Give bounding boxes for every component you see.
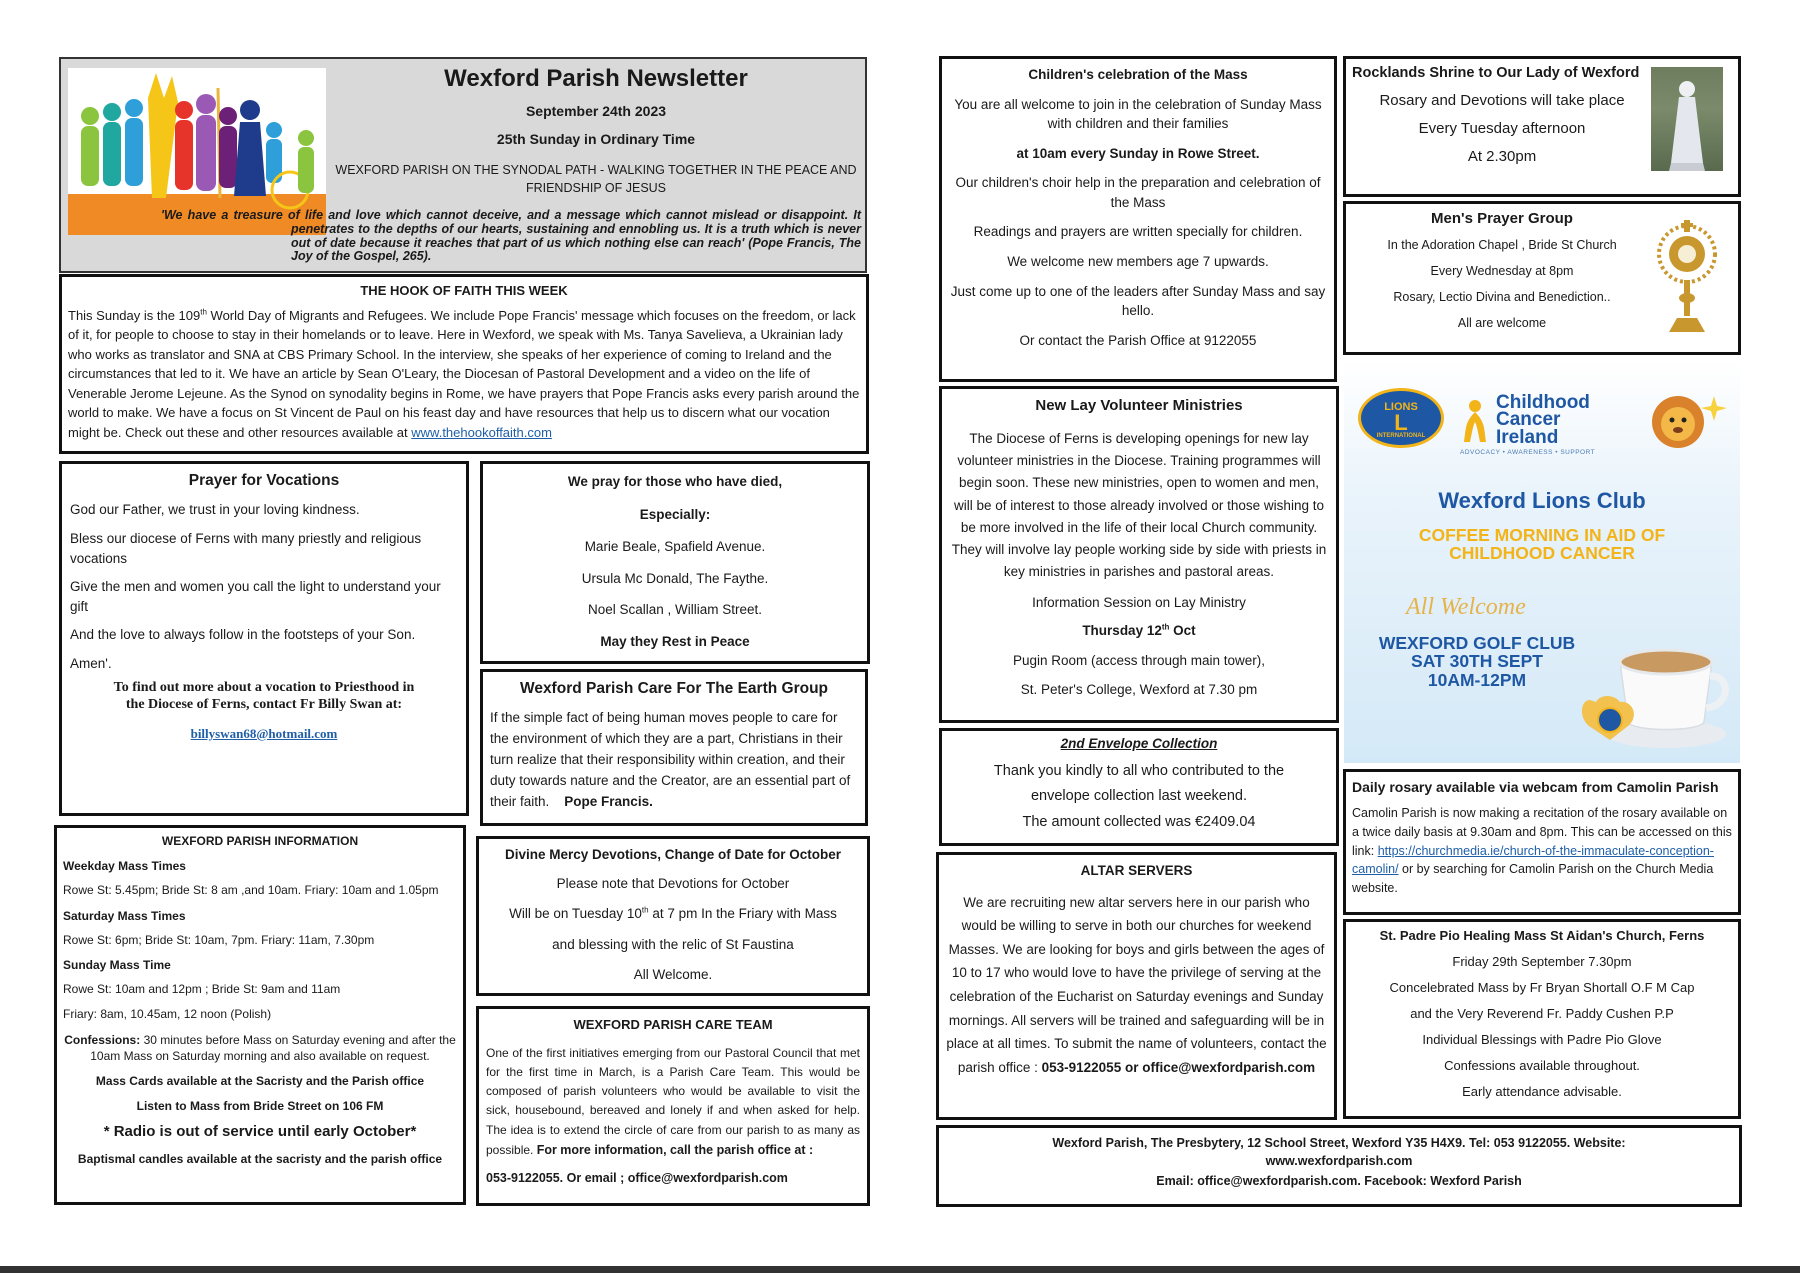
padre-pio-line: Individual Blessings with Padre Pio Glove xyxy=(1422,1032,1662,1047)
childrens-line: at 10am every Sunday in Rowe Street. xyxy=(1016,145,1260,161)
synodal-banner: WEXFORD PARISH ON THE SYNODAL PATH - WALKING TOGETHER IN THE PEACE AND FRIENDSHIP OF JESUS xyxy=(335,163,857,195)
vocation-line: And the love to always follow in the footsteps of your Son. xyxy=(70,627,416,643)
rocklands-line: Rosary and Devotions will take place xyxy=(1379,92,1625,109)
deceased-title: We pray for those who have died, xyxy=(567,474,783,489)
parish-info-box xyxy=(54,825,466,1205)
listen-radio: Listen to Mass from Bride Street on 106 FM xyxy=(136,1099,384,1114)
rocklands-line: Every Tuesday afternoon xyxy=(1418,120,1586,137)
parish-info-title: WEXFORD PARISH INFORMATION xyxy=(161,834,359,848)
sunday-label: Sunday Mass Time xyxy=(63,957,171,972)
childrens-line: We welcome new members age 7 upwards. xyxy=(1007,253,1269,269)
newsletter-title: Wexford Parish Newsletter xyxy=(444,65,748,92)
lay-session: Information Session on Lay Ministry xyxy=(1032,594,1246,610)
care-earth-title: Wexford Parish Care For The Earth Group xyxy=(519,680,829,697)
pope-quote: 'We have a treasure of life and love which cannot deceive, and a message which cannot mislead or disappoint. It penetrates to the depths of our hearts, sustaining and ennobling us. It is a truth which is never out of date because it reaches that part of us which nothing else can reach' (Pope Francis, The Joy of the Gospel, 265). xyxy=(161,208,861,264)
altar-servers-box xyxy=(936,852,1337,1120)
liturgical-sunday: 25th Sunday in Ordinary Time xyxy=(496,131,696,147)
mercy-line: Will be on Tuesday 10th at 7 pm In the Friary with Mass xyxy=(509,905,837,922)
hook-title: THE HOOK OF FAITH THIS WEEK xyxy=(360,283,568,298)
childrens-line: Or contact the Parish Office at 9122055 xyxy=(1019,332,1257,348)
shrine-statue-image xyxy=(1651,67,1723,171)
venue-details: WEXFORD GOLF CLUB SAT 30TH SEPT 10AM-12PM xyxy=(1378,633,1576,690)
mass-cards: Mass Cards available at the Sacristy and the Parish office xyxy=(95,1073,425,1088)
newsletter-header xyxy=(59,57,867,273)
hook-of-faith-box xyxy=(59,274,869,454)
mercy-line: and blessing with the relic of St Faustina xyxy=(552,936,794,952)
lions-club-name: Wexford Lions Club xyxy=(1438,488,1646,513)
page-bottom-edge xyxy=(0,1266,1800,1273)
lay-ministries-box xyxy=(939,386,1339,723)
padre-pio-line: Concelebrated Mass by Fr Bryan Shortall O.F M Cap xyxy=(1389,980,1695,995)
lay-date: Thursday 12th Oct xyxy=(1082,622,1196,639)
confessions: Confessions: 30 minutes before Mass on Saturday evening and after the 10am Mass on Saturday morning and also available on request. xyxy=(64,1032,456,1063)
sunday-times: Rowe St: 10am and 12pm ; Bride St: 9am and 11am xyxy=(63,982,341,997)
mercy-line: Please note that Devotions for October xyxy=(556,875,790,891)
mens-line: Every Wednesday at 8pm xyxy=(1430,264,1574,278)
baptismal-candles: Baptismal candles available at the sacristy and the parish office xyxy=(77,1151,443,1166)
altar-servers-text: We are recruiting new altar servers here in our parish who would be willing to serve in both our churches for weekend Masses. We are looking for boys and girls between the ages of 10 to 17 who would love to have the privilege of serving at the celebration of the Eucharist on Saturday evenings and Sunday mornings. All servers will be trained and safeguarding will be in place at all times. To submit the name of volunteers, contact the parish office : 053-9122055 or office@wexfordparish.com xyxy=(946,894,1327,1075)
saturday-label: Saturday Mass Times xyxy=(63,908,186,923)
mens-line: In the Adoration Chapel , Bride St Church xyxy=(1387,238,1617,252)
footer-contact: Email: office@wexfordparish.com. Facebook: Wexford Parish xyxy=(1156,1174,1522,1188)
care-team-contact: 053-9122055. Or email ; office@wexfordparish.com xyxy=(486,1170,788,1185)
envelope-amount: The amount collected was €2409.04 xyxy=(1022,813,1256,830)
vocation-line: Bless our diocese of Ferns with many priestly and religious vocations xyxy=(70,531,422,566)
daily-rosary-box xyxy=(1343,769,1741,915)
vocation-line: Amen'. xyxy=(70,655,112,671)
deceased-subtitle: Especially: xyxy=(639,506,711,522)
childrens-line: Our children's choir help in the preparation and celebration of the Mass xyxy=(955,175,1321,210)
childrens-line: Just come up to one of the leaders after Sunday Mass and say hello. xyxy=(950,283,1326,319)
envelope-box xyxy=(939,728,1339,846)
divine-mercy-title: Divine Mercy Devotions, Change of Date for October xyxy=(504,847,842,862)
envelope-thanks: Thank you kindly to all who contributed to the envelope collection last weekend. xyxy=(993,763,1285,805)
friary-times: Friary: 8am, 10.45am, 12 noon (Polish) xyxy=(63,1007,272,1022)
deceased-box xyxy=(480,461,870,664)
envelope-title: 2nd Envelope Collection xyxy=(1060,736,1218,751)
coffee-cup-image xyxy=(1570,622,1730,758)
divine-mercy-box xyxy=(476,836,870,996)
daily-rosary-text: Camolin Parish is now making a recitation of the rosary available on a twice daily basis at 9.30am and 8pm. This can be accessed on this link: https://churchmedia.ie/church-of-the-immaculate-conception-camolin/ or by searching for Camolin Parish on the Church Media website. xyxy=(1352,806,1732,895)
lay-place: Pugin Room (access through main tower), xyxy=(1012,652,1266,668)
daily-rosary-title: Daily rosary available via webcam from Camolin Parish xyxy=(1352,779,1719,795)
padre-pio-title: St. Padre Pio Healing Mass St Aidan's Church, Ferns xyxy=(1379,928,1705,943)
all-welcome-script: All Welcome xyxy=(1406,594,1526,620)
vocation-line: Give the men and women you call the light to understand your gift xyxy=(70,579,441,614)
coffee-morning-title: COFFEE MORNING IN AID OF CHILDHOOD CANCER xyxy=(1418,525,1666,564)
padre-pio-line: Friday 29th September 7.30pm xyxy=(1452,954,1632,969)
vocations-title: Prayer for Vocations xyxy=(188,472,340,489)
monstrance-icon xyxy=(1651,218,1723,338)
newsletter-date: September 24th 2023 xyxy=(525,103,667,119)
deceased-closing: May they Rest in Peace xyxy=(600,633,750,649)
care-earth-box xyxy=(480,669,868,826)
padre-pio-line: Early attendance advisable. xyxy=(1462,1084,1622,1099)
saturday-times: Rowe St: 6pm; Bride St: 10am, 7pm. Friary: 11am, 7.30pm xyxy=(63,932,375,947)
lions-logo: LIONS L INTERNATIONAL xyxy=(1358,388,1444,448)
mercy-line: All Welcome. xyxy=(633,967,713,983)
cci-logo-text: Childhood Cancer Ireland xyxy=(1496,392,1590,448)
rocklands-line: At 2.30pm xyxy=(1467,148,1537,165)
care-team-text: One of the first initiatives emerging from our Pastoral Council that met for the first time in March, is a Parish Care Team. This would be composed of parish volunteers who would be available to visit the sick, housebound, bereaved and lonely if and when asked for help. The idea is to extend the circle of care from our parish to as many as possible. For more information, call the parish office at : xyxy=(486,1045,860,1157)
lions-club-poster xyxy=(1344,360,1740,763)
cci-tagline: ADVOCACY • AWARENESS • SUPPORT xyxy=(1460,449,1596,456)
childrens-mass-title: Children's celebration of the Mass xyxy=(1028,67,1248,82)
hook-text: This Sunday is the 109th World Day of Migrants and Refugees. We include Pope Francis' message which focuses on the freedom, or lack of it, for people to choose to stay in their homelands or to leave. Here in Wexford, we speak with Ms. Tanya Savelieva, a Ukrainian lady who works as translator and SNA at CBS Primary School. In the interview, she speaks of her experience of coming to Ireland and the circumstances that led to it. We have an article by Sean O'Leary, the Diocesan of Pastoral Development and a video on the life of Venerable Jerome Lejeune. As the Synod on synodality begins in Rome, we have prayers that Pope Francis asks every parish around the world to make. We have a focus on St Vincent de Paul on his feast day and have resources that help us to discern what our vocation might be. Check out these and other resources available at www.thehookoffaith.com xyxy=(68,307,860,440)
lay-college: St. Peter's College, Wexford at 7.30 pm xyxy=(1020,682,1258,698)
lay-ministries-text: The Diocese of Ferns is developing openings for new lay volunteer ministries in the Diocese. Training programmes will begin soon. These new ministries, open to women and men, will be of interest to those already involved or those wishing to be more involved in the life of their local Church community. They will involve lay people working side by side with priests in key ministries in parishes and pastoral areas. xyxy=(951,430,1327,580)
vocations-box xyxy=(59,461,469,816)
childrens-mass-box xyxy=(939,56,1337,382)
mens-line: Rosary, Lectio Divina and Benediction.. xyxy=(1393,290,1611,304)
rocklands-title: Rocklands Shrine to Our Lady of Wexford xyxy=(1352,65,1640,81)
vocation-line: God our Father, we trust in your loving kindness. xyxy=(70,502,360,518)
rocklands-box xyxy=(1343,56,1741,197)
padre-pio-line: and the Very Reverend Fr. Paddy Cushen P.P xyxy=(1410,1006,1674,1021)
churchmedia-link[interactable]: https://churchmedia.ie/church-of-the-immaculate-conception-camolin/ xyxy=(1352,843,1714,877)
altar-servers-title: ALTAR SERVERS xyxy=(1080,863,1193,878)
vocation-email-link[interactable]: billyswan68@hotmail.com xyxy=(190,725,338,741)
childrens-line: You are all welcome to join in the celebration of Sunday Mass with children and their families xyxy=(954,96,1322,132)
parish-footer xyxy=(936,1125,1742,1207)
radio-notice: * Radio is out of service until early October* xyxy=(103,1123,417,1141)
lay-ministries-title: New Lay Volunteer Ministries xyxy=(1035,397,1243,414)
vocation-contact: To find out more about a vocation to Priesthood in the Diocese of Ferns, contact Fr Billy Swan at: xyxy=(113,680,415,712)
lion-mascot-icon xyxy=(1644,386,1728,456)
deceased-name: Noel Scallan , William Street. xyxy=(587,602,763,618)
cci-ribbon-icon xyxy=(1460,398,1490,444)
footer-address: Wexford Parish, The Presbytery, 12 School Street, Wexford Y35 H4X9. Tel: 053 9122055. Website: www.wexfordparish.com xyxy=(1052,1136,1626,1168)
padre-pio-line: Confessions available throughout. xyxy=(1444,1058,1640,1073)
weekday-label: Weekday Mass Times xyxy=(63,859,186,874)
care-team-box xyxy=(476,1006,870,1206)
care-team-title: WEXFORD PARISH CARE TEAM xyxy=(573,1017,773,1032)
hook-website-link[interactable]: www.thehookoffaith.com xyxy=(411,424,552,440)
deceased-name: Ursula Mc Donald, The Faythe. xyxy=(581,570,769,586)
deceased-name: Marie Beale, Spafield Avenue. xyxy=(584,539,766,555)
weekday-times: Rowe St: 5.45pm; Bride St: 8 am ,and 10am. Friary: 10am and 1.05pm xyxy=(63,883,439,898)
mens-prayer-title: Men's Prayer Group xyxy=(1431,210,1573,227)
childrens-line: Readings and prayers are written specially for children. xyxy=(973,224,1303,240)
mens-prayer-box xyxy=(1343,201,1741,355)
padre-pio-box xyxy=(1343,919,1741,1119)
care-earth-text: If the simple fact of being human moves people to care for the environment of which they are a part, Christians in their turn realize that their responsibility within creation, and their duty towards nature and the Creator, are an essential part of their faith. Pope Francis. xyxy=(490,710,851,810)
mens-line: All are welcome xyxy=(1457,316,1547,330)
